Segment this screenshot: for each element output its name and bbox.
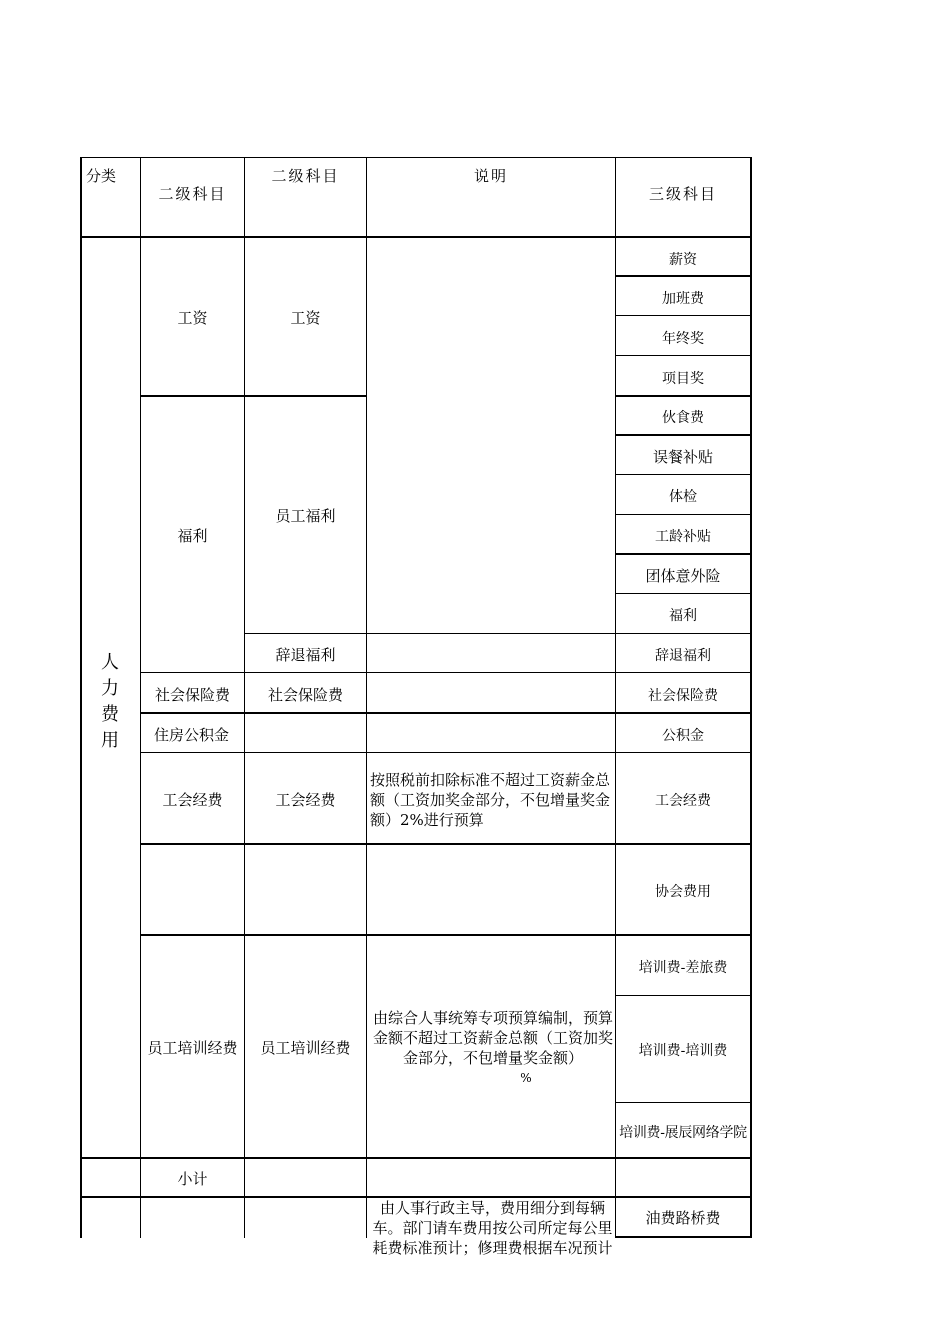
vehicle-description: 由人事行政主导，费用细分到每辆车。部门请车费用按公司所定每公里耗费标准预计；修理费根据车况预计 — [372, 1199, 613, 1257]
training-l2b: 员工培训经费 — [260, 1039, 351, 1057]
vehicle-l3: 油费路桥费 — [645, 1209, 721, 1227]
vehicle-l3-bottom-line — [615, 1236, 752, 1238]
wage-item: 项目奖 — [662, 371, 704, 387]
dismissal-bottom-line — [140, 672, 752, 673]
l3-line — [615, 355, 752, 356]
wage-l2a: 工资 — [177, 309, 208, 327]
union-l3: 工会经费 — [655, 793, 711, 809]
housing-l2a: 住房公积金 — [154, 726, 230, 744]
union-l2b: 工会经费 — [275, 791, 336, 809]
header-secondary-subject-b: 二级科目 — [271, 167, 340, 185]
header-category: 分类 — [86, 167, 117, 185]
training-description: 由综合人事统筹专项预算编制，预算金额不超过工资薪金总额（工资加奖金部分，不包增量奖金额） — [372, 1009, 613, 1067]
l3-line — [615, 514, 752, 515]
l3-line — [615, 995, 752, 996]
table-line-col3 — [366, 157, 367, 1238]
wage-bottom-line — [140, 395, 366, 397]
header-secondary-subject-a: 二级科目 — [158, 185, 227, 203]
welfare-l2a: 福利 — [177, 527, 208, 545]
social-l3: 社会保险费 — [648, 688, 718, 704]
category-label: 人力费用 — [101, 652, 119, 751]
table-border-left — [80, 157, 82, 1238]
l3-line — [615, 593, 752, 594]
wage-item: 薪资 — [669, 252, 697, 268]
wage-item: 加班费 — [662, 291, 704, 307]
welfare-item: 误餐补贴 — [652, 448, 713, 466]
association-l3: 协会费用 — [655, 884, 711, 900]
welfare-item: 工龄补贴 — [655, 529, 711, 545]
welfare-item: 团体意外险 — [645, 567, 721, 585]
welfare-bottom-line-b — [244, 633, 752, 634]
subtotal-label: 小计 — [177, 1170, 208, 1188]
welfare-item: 体检 — [669, 489, 697, 505]
training-item: 培训费-展辰网络学院 — [619, 1125, 747, 1141]
social-l2a: 社会保险费 — [154, 686, 230, 704]
union-bottom-line — [140, 843, 752, 845]
union-description: 按照税前扣除标准不超过工资薪金总额（工资加奖金部分，不包增量奖金额）2%进行预算 — [370, 771, 611, 829]
dismissal-l2b: 辞退福利 — [275, 646, 336, 664]
table-border-right — [750, 157, 752, 1238]
l3-line — [615, 434, 752, 436]
training-item: 培训费-差旅费 — [638, 960, 728, 976]
wage-l2b: 工资 — [290, 309, 321, 327]
training-item: 培训费-培训费 — [638, 1043, 728, 1059]
table-border-top — [80, 157, 752, 158]
housing-l3: 公积金 — [662, 728, 704, 744]
association-bottom-line — [140, 934, 752, 936]
social-bottom-line — [140, 712, 752, 714]
header-bottom-line — [80, 236, 752, 238]
l3-line — [615, 315, 752, 316]
dismissal-l3: 辞退福利 — [655, 648, 711, 664]
welfare-item: 伙食费 — [662, 410, 704, 426]
union-l2a: 工会经费 — [162, 791, 223, 809]
l3-line — [615, 1102, 752, 1103]
header-description: 说明 — [473, 167, 508, 185]
training-l2a: 员工培训经费 — [147, 1039, 238, 1057]
wage-item: 年终奖 — [662, 331, 704, 347]
l3-line — [615, 553, 752, 555]
header-tertiary-subject: 三级科目 — [648, 185, 717, 203]
training-description-percent: % — [520, 1071, 532, 1085]
l3-line — [615, 474, 752, 475]
l3-line — [615, 275, 752, 277]
welfare-item: 福利 — [669, 608, 697, 624]
l3-line — [615, 395, 752, 397]
social-l2b: 社会保险费 — [267, 686, 343, 704]
welfare-l2b: 员工福利 — [275, 507, 336, 525]
housing-bottom-line — [140, 752, 752, 753]
training-bottom-line — [80, 1157, 752, 1159]
